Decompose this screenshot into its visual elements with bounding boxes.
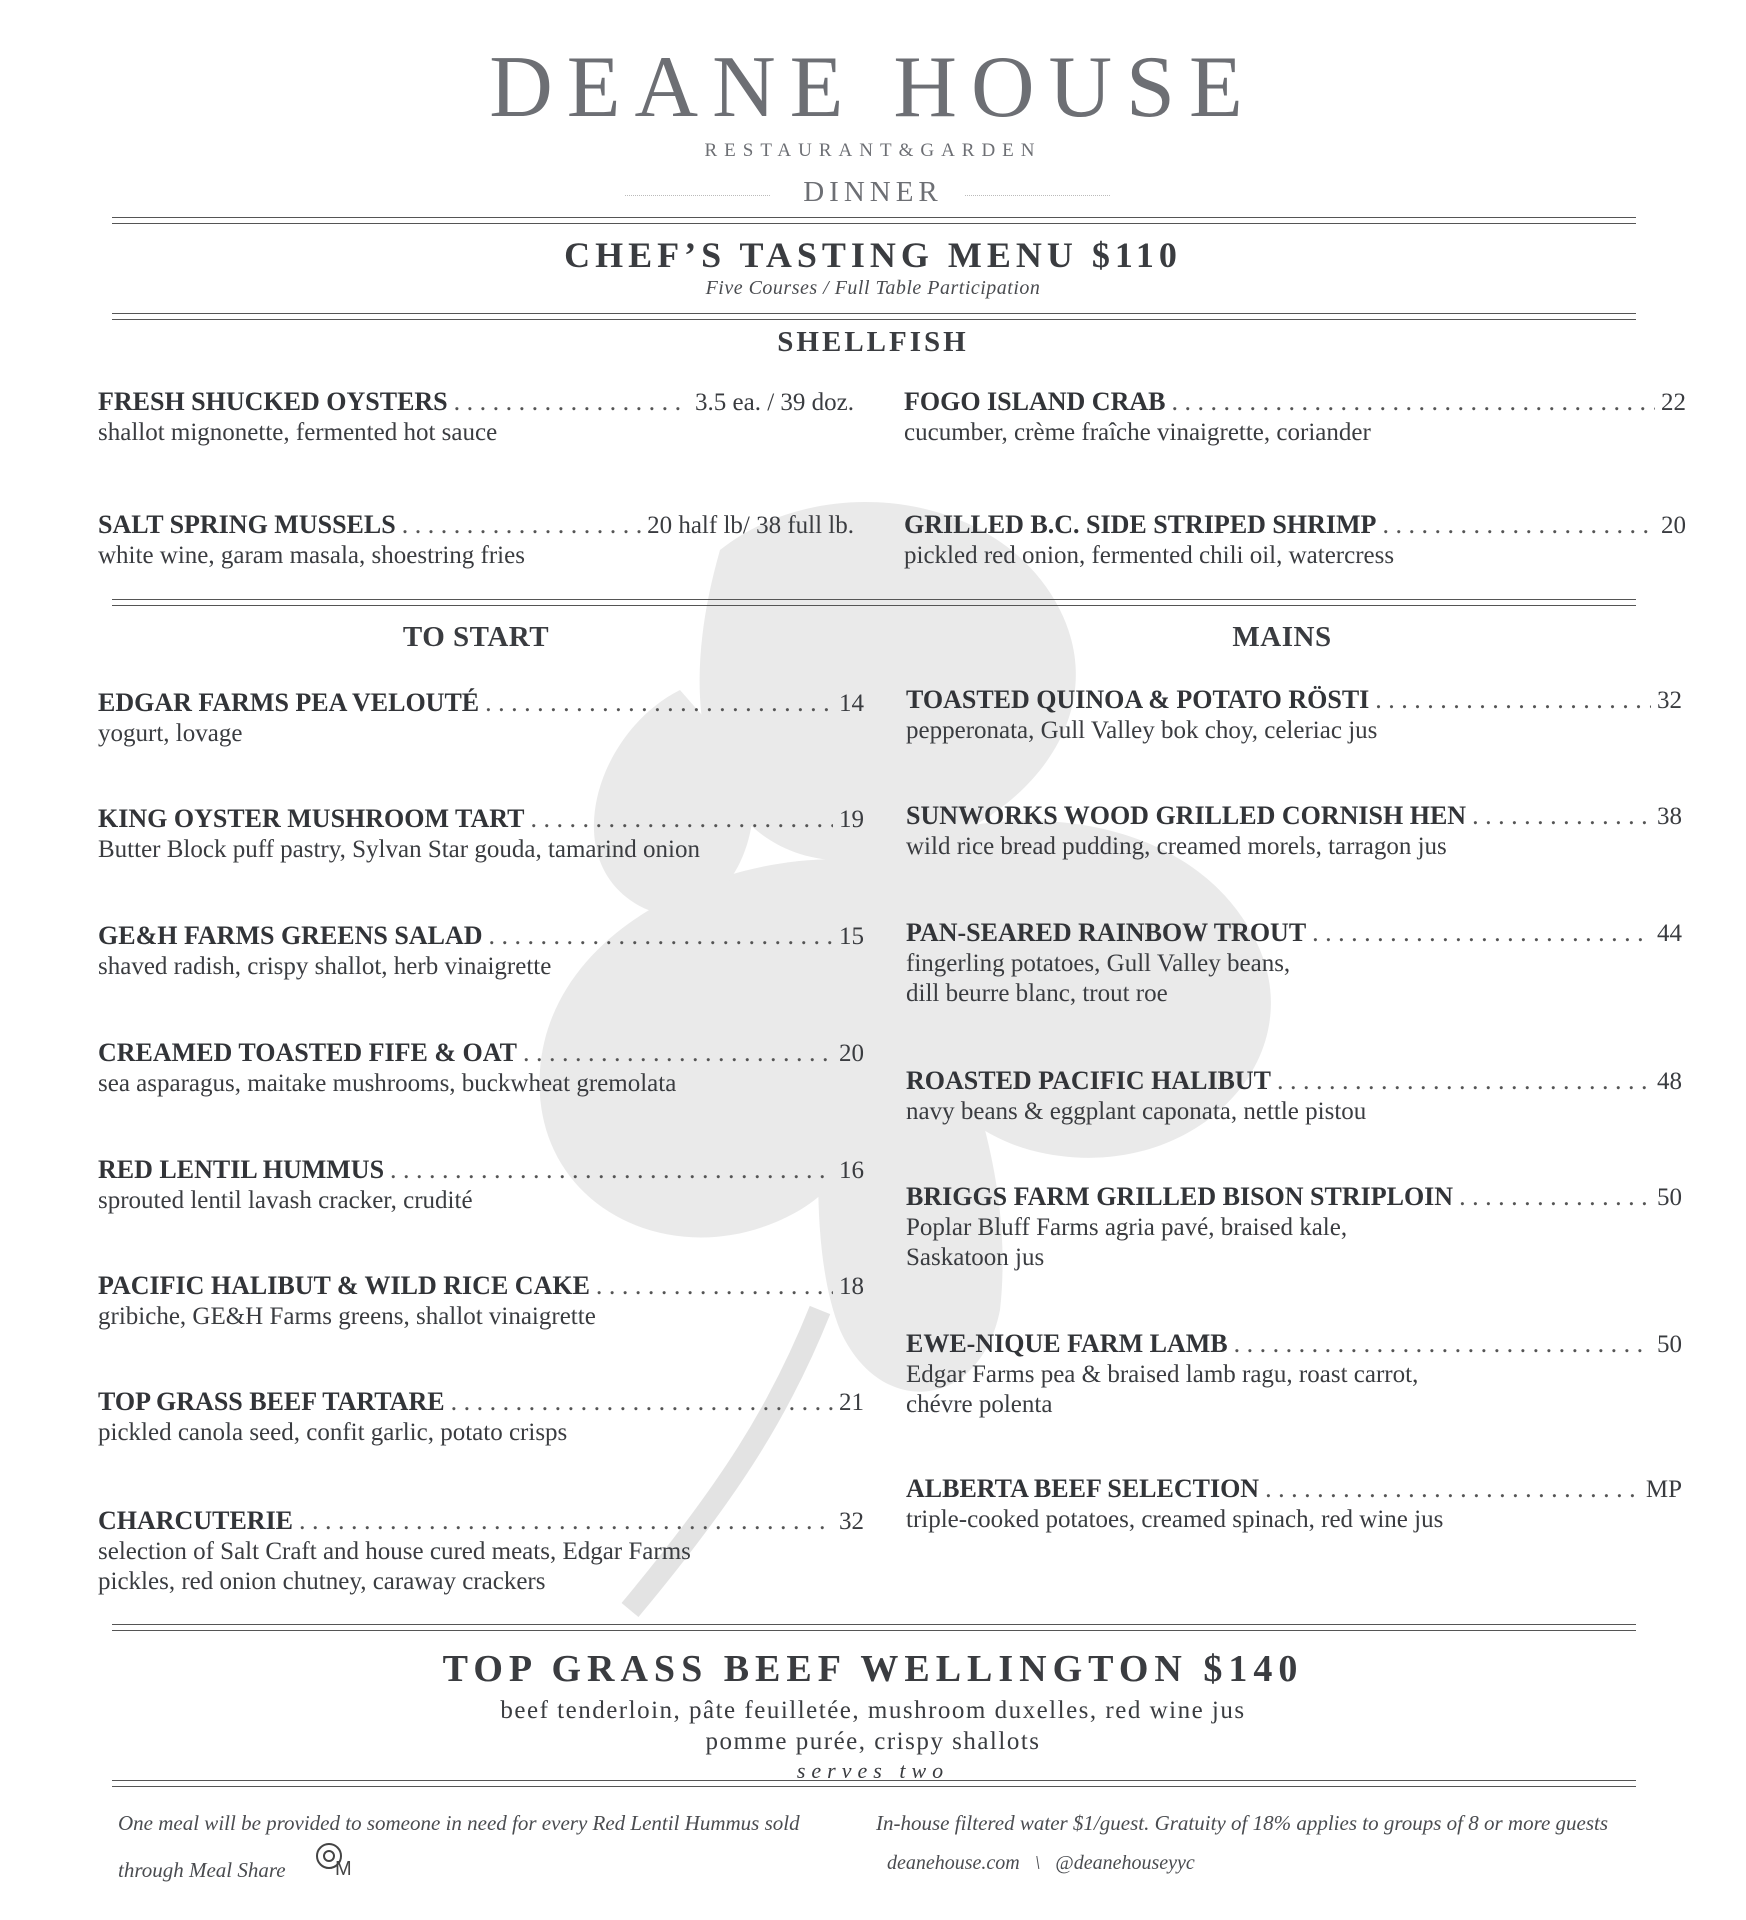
item-name: EDGAR FARMS PEA VELOUTÉ (98, 688, 480, 717)
leader-dots (1277, 1066, 1651, 1096)
divider (112, 313, 1636, 314)
item-price: 14 (839, 690, 864, 717)
meal-share-logo-text: M (335, 1858, 352, 1880)
divider (112, 1624, 1636, 1625)
separator: \ (1034, 1852, 1041, 1874)
leader-dots (1234, 1329, 1651, 1359)
item-price: 50 (1657, 1184, 1682, 1211)
item-name: CREAMED TOASTED FIFE & OAT (98, 1038, 517, 1067)
leader-dots (1459, 1182, 1651, 1212)
item-description: shaved radish, crispy shallot, herb vinaigrette (98, 953, 552, 980)
contact-line (887, 1852, 1195, 1875)
item-description: Poplar Bluff Farms agria pavé, braised kale, Saskatoon jus (906, 1214, 1348, 1271)
item-price: 15 (839, 923, 864, 950)
menu-item (98, 1038, 864, 1099)
item-name: FRESH SHUCKED OYSTERS (98, 387, 448, 416)
item-name: BRIGGS FARM GRILLED BISON STRIPLOIN (906, 1182, 1454, 1211)
item-description: sea asparagus, maitake mushrooms, buckwheat gremolata (98, 1070, 677, 1097)
feature-item-description: pomme purée, crispy shallots (705, 1728, 1041, 1755)
leader-dots (451, 1387, 833, 1417)
item-name: PAN-SEARED RAINBOW TROUT (906, 918, 1307, 947)
menu-item (904, 510, 1686, 571)
item-price: MP (1645, 1476, 1682, 1503)
menu-item (98, 1155, 864, 1216)
menu-item (906, 1182, 1682, 1273)
item-price: 16 (839, 1157, 864, 1184)
menu-item (906, 685, 1682, 746)
menu-item (906, 918, 1682, 1009)
social-handle[interactable]: @deanehouseyyc (1055, 1852, 1195, 1874)
item-price: 32 (839, 1508, 864, 1535)
item-name: SUNWORKS WOOD GRILLED CORNISH HEN (906, 801, 1467, 830)
leader-dots (390, 1155, 833, 1185)
leader-dots (1375, 685, 1651, 715)
item-description: selection of Salt Craft and house cured meats, Edgar Farms pickles, red onion chutney, caraway crackers (98, 1538, 691, 1595)
item-price: 38 (1657, 803, 1682, 830)
tasting-menu-subtitle: Five Courses / Full Table Participation (705, 277, 1041, 299)
item-name: FOGO ISLAND CRAB (904, 387, 1166, 416)
menu-item (906, 801, 1682, 862)
menu-item (98, 804, 864, 865)
item-description: pepperonata, Gull Valley bok choy, celeriac jus (906, 717, 1378, 744)
leader-dots (1171, 387, 1655, 417)
meal-share-logo (313, 1838, 357, 1882)
item-description: Butter Block puff pastry, Sylvan Star gouda, tamarind onion (98, 836, 700, 863)
item-price: 20 half lb/ 38 full lb. (647, 512, 854, 539)
item-description: triple-cooked potatoes, creamed spinach, red wine jus (906, 1506, 1444, 1533)
divider (112, 605, 1636, 606)
item-price: 20 (839, 1040, 864, 1067)
item-description: wild rice bread pudding, creamed morels, tarragon jus (906, 833, 1447, 860)
mains-heading: MAINS (1232, 621, 1332, 653)
item-description: yogurt, lovage (98, 720, 243, 747)
item-name: PACIFIC HALIBUT & WILD RICE CAKE (98, 1271, 590, 1300)
leader-dots (596, 1271, 833, 1301)
leader-dots (1265, 1474, 1640, 1504)
tasting-menu-title: CHEF’S TASTING MENU $110 (564, 235, 1182, 275)
restaurant-name: DEANE HOUSE (489, 39, 1257, 136)
leader-dots (1382, 510, 1655, 540)
item-description: pickled red onion, fermented chili oil, watercress (904, 542, 1395, 569)
item-name: TOP GRASS BEEF TARTARE (98, 1387, 445, 1416)
item-description: sprouted lentil lavash cracker, crudité (98, 1187, 473, 1214)
menu-item (98, 1506, 864, 1597)
menu-item (98, 510, 854, 571)
item-price: 22 (1661, 389, 1686, 416)
leader-dots (299, 1506, 833, 1536)
to-start-heading: TO START (402, 621, 550, 653)
item-description: cucumber, crème fraîche vinaigrette, coriander (904, 419, 1371, 446)
item-price: 20 (1661, 512, 1686, 539)
item-name: GRILLED B.C. SIDE STRIPED SHRIMP (904, 510, 1377, 539)
meal-share-note: One meal will be provided to someone in need for every Red Lentil Hummus sold (118, 1811, 800, 1835)
item-price: 50 (1657, 1331, 1682, 1358)
feature-item-description: beef tenderloin, pâte feuilletée, mushroom duxelles, red wine jus (500, 1697, 1246, 1724)
leader-dots (530, 804, 833, 834)
feature-item-serves: serves two (796, 1758, 950, 1783)
menu-item (98, 921, 864, 982)
divider (112, 1786, 1636, 1787)
item-name: EWE-NIQUE FARM LAMB (906, 1329, 1228, 1358)
item-name: GE&H FARMS GREENS SALAD (98, 921, 483, 950)
item-description: fingerling potatoes, Gull Valley beans, dill beurre blanc, trout roe (906, 950, 1291, 1007)
item-description: white wine, garam masala, shoestring fries (98, 542, 525, 569)
website-link[interactable]: deanehouse.com (887, 1852, 1020, 1874)
item-price: 44 (1657, 920, 1682, 947)
item-description: navy beans & eggplant caponata, nettle pistou (906, 1098, 1367, 1125)
item-name: KING OYSTER MUSHROOM TART (98, 804, 525, 833)
leader-dots (489, 921, 833, 951)
menu-item (906, 1066, 1682, 1127)
item-description: pickled canola seed, confit garlic, potato crisps (98, 1419, 568, 1446)
item-price: 19 (839, 806, 864, 833)
feature-item-title: TOP GRASS BEEF WELLINGTON $140 (442, 1648, 1304, 1690)
menu-item (98, 1387, 864, 1448)
item-name: SALT SPRING MUSSELS (98, 510, 396, 539)
menu-item (906, 1474, 1682, 1535)
menu-item (904, 387, 1686, 448)
item-price: 32 (1657, 687, 1682, 714)
item-name: ALBERTA BEEF SELECTION (906, 1474, 1260, 1503)
item-price: 3.5 ea. / 39 doz. (695, 389, 854, 416)
item-description: gribiche, GE&H Farms greens, shallot vinaigrette (98, 1303, 596, 1330)
item-name: ROASTED PACIFIC HALIBUT (906, 1066, 1272, 1095)
shellfish-heading: SHELLFISH (777, 326, 969, 358)
leader-dots (523, 1038, 833, 1068)
leader-dots (402, 510, 641, 540)
meal-share-note: through Meal Share (118, 1858, 286, 1882)
policy-note: In-house filtered water $1/guest. Gratuity of 18% applies to groups of 8 or more guests (876, 1811, 1609, 1835)
leader-dots (454, 387, 689, 417)
item-price: 18 (839, 1273, 864, 1300)
background-flower-illustration (300, 430, 1450, 1630)
leader-dots (1472, 801, 1651, 831)
divider (112, 1630, 1636, 1631)
item-price: 48 (1657, 1068, 1682, 1095)
divider (112, 599, 1636, 600)
divider (112, 223, 1636, 224)
leader-dots (485, 688, 833, 718)
item-description: shallot mignonette, fermented hot sauce (98, 419, 498, 446)
item-name: RED LENTIL HUMMUS (98, 1155, 385, 1184)
divider (112, 217, 1636, 218)
item-description: Edgar Farms pea & braised lamb ragu, roast carrot, chévre polenta (906, 1361, 1419, 1418)
restaurant-subtitle: RESTAURANT&GARDEN (704, 140, 1042, 161)
divider (112, 319, 1636, 320)
menu-item (98, 1271, 864, 1332)
leader-dots (1312, 918, 1651, 948)
menu-item (98, 688, 864, 749)
item-price: 21 (839, 1389, 864, 1416)
menu-item (906, 1329, 1682, 1420)
divider (112, 1780, 1636, 1781)
menu-item (98, 387, 854, 448)
meal-period-label: DINNER (803, 176, 943, 208)
item-name: CHARCUTERIE (98, 1506, 294, 1535)
item-name: TOASTED QUINOA & POTATO RÖSTI (906, 685, 1370, 714)
